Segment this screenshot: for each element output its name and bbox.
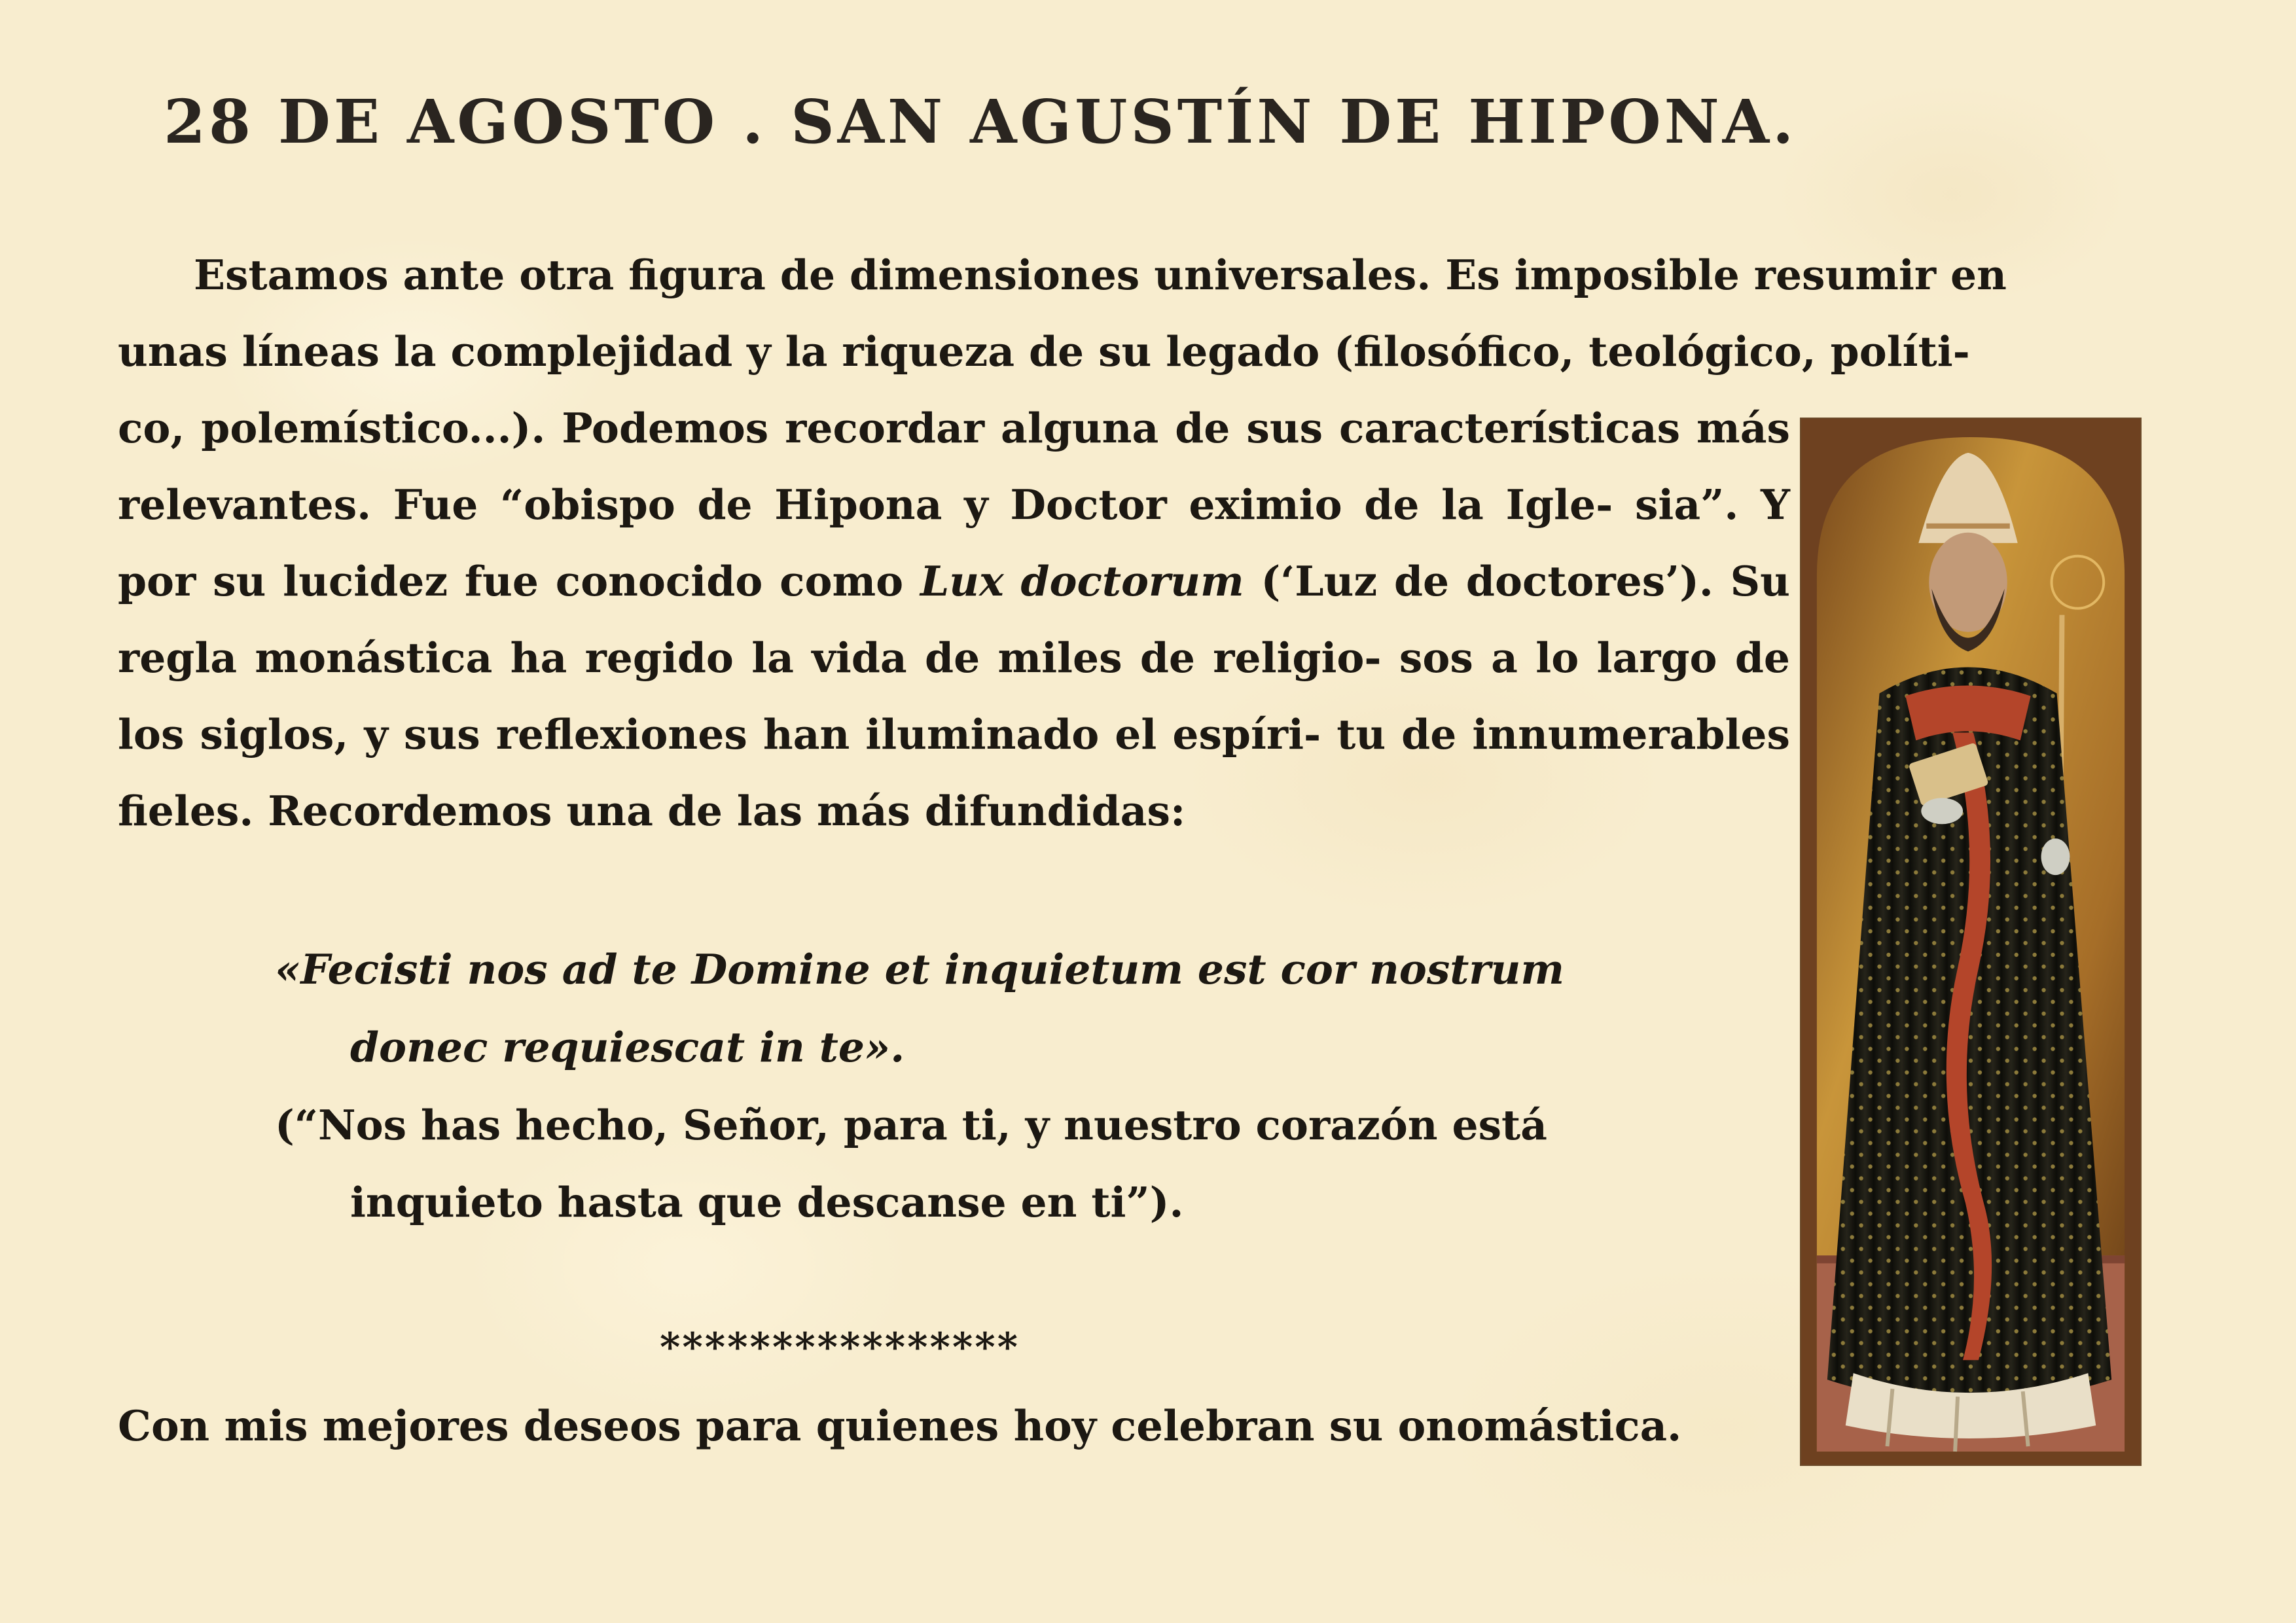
paragraph-text-a: co, polemístico...). Podemos recordar alguna de sus características más relevantes. Fue “obispo de Hipona y Doctor eximio de la Igle- sia”. Y por su lucidez fue conocido como <box>118 404 1790 605</box>
paragraph-text-b: (‘Luz de doctores’). Su regla monástica ha regido la vida de miles de religio- sos a lo largo de los siglos, y sus reflexiones han iluminado el espíri- tu de innumerables fieles. Recordemos una de las más difundidas: <box>118 557 1790 835</box>
separator-stars: **************** <box>660 1325 1020 1370</box>
paragraph-line-2: unas líneas la complejidad y la riqueza de su legado (filosófico, teológico, políti- <box>118 327 1970 376</box>
page-title: 28 DE AGOSTO . SAN AGUSTÍN DE HIPONA. <box>164 86 1797 157</box>
quote-latin-line-2: donec requiescat in te». <box>350 1023 905 1071</box>
paragraph-body <box>118 390 1790 849</box>
quote-translation-line-1: (“Nos has hecho, Señor, para ti, y nuestro corazón está <box>275 1101 1547 1149</box>
quote-latin-line-1: «Fecisti nos ad te Domine et inquietum est cor nostrum <box>275 945 1565 993</box>
paragraph-line-1: Estamos ante otra figura de dimensiones universales. Es imposible resumir en <box>194 251 2007 299</box>
hand-on-staff <box>2041 838 2070 875</box>
gloved-hand <box>1921 798 1963 824</box>
quote-translation-line-2: inquieto hasta que descanse en ti”). <box>350 1178 1184 1226</box>
painting-svg <box>1801 419 2140 1465</box>
saint-augustine-painting <box>1800 418 2142 1466</box>
closing-line: Con mis mejores deseos para quienes hoy celebran su onomástica. <box>118 1402 1682 1451</box>
italic-term: Lux doctorum <box>920 557 1244 605</box>
